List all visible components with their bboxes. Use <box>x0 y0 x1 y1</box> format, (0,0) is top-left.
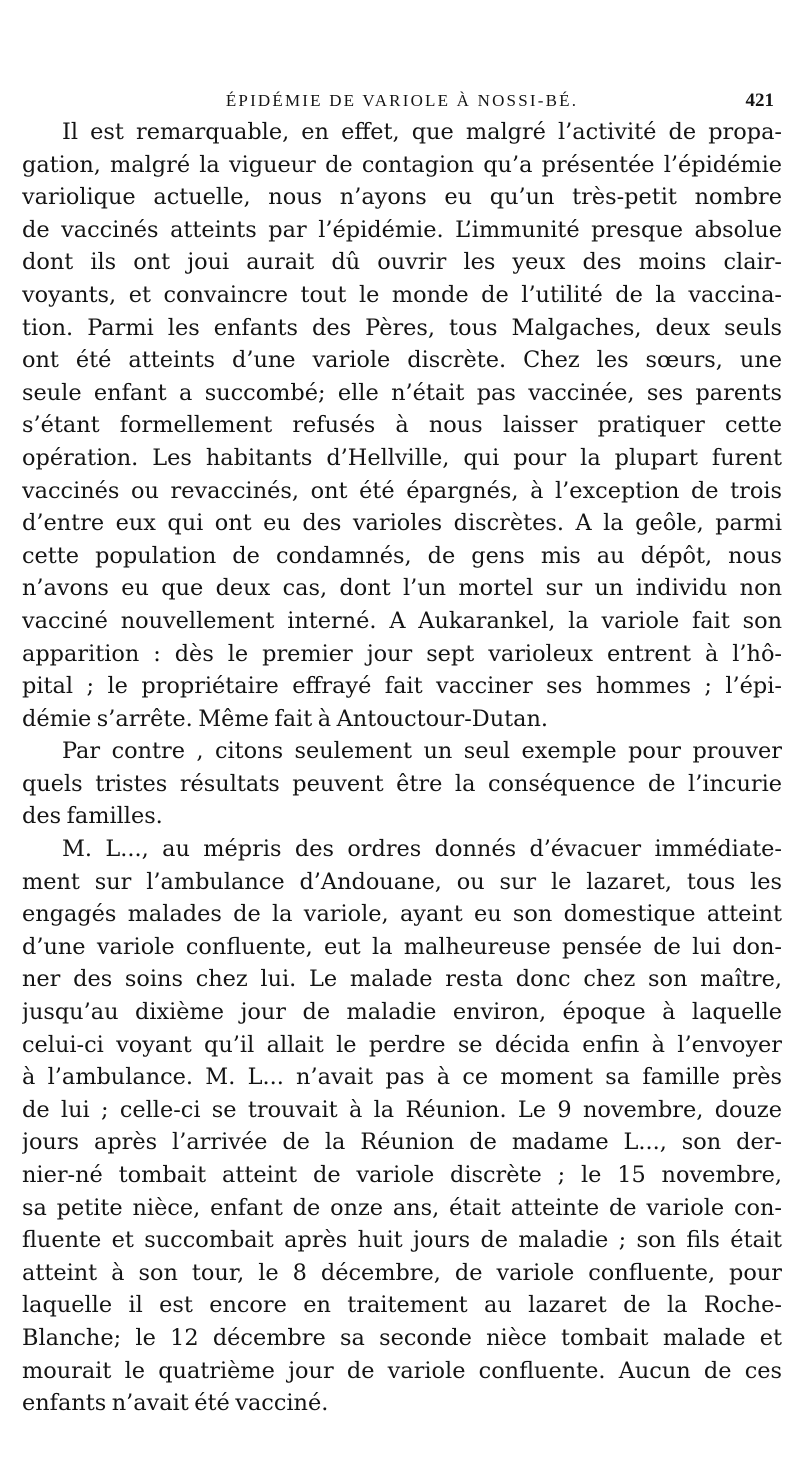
body-text <box>22 116 782 1420</box>
paragraph-1-line: tion. Parmi les enfants des Pères, tous Malgaches, deux seuls <box>22 314 782 341</box>
paragraph-3-line: fluente et succombait après huit jours de maladie ; son fils était <box>22 1227 782 1254</box>
paragraph-3-line: de lui ; celle-ci se trouvait à la Réunion. Le 9 novembre, douze <box>22 1096 782 1123</box>
paragraph-3-line: nier-né tombait atteint de variole discrète ; le 15 novembre, <box>22 1162 782 1188</box>
paragraph-1-line: vaccinés ou revaccinés, ont été épargnés, à l’exception de trois <box>22 477 782 504</box>
paragraph-1-line: d’entre eux qui ont eu des varioles discrètes. A la geôle, parmi <box>22 510 782 537</box>
paragraph-3-line: d’une variole confluente, eut la malheureuse pensée de lui don- <box>22 933 782 960</box>
paragraph-3-line: mourait le quatrième jour de variole confluente. Aucun de ces <box>22 1357 782 1384</box>
paragraph-2-line: Par contre , citons seulement un seul exemple pour prouver <box>62 738 782 765</box>
paragraph-2-line: des familles. <box>22 803 163 830</box>
paragraph-1-line: vacciné nouvellement interné. A Aukarankel, la variole fait son <box>22 607 782 634</box>
paragraph-1-line: gation, malgré la vigueur de contagion qu’a présentée l’épidémie <box>22 151 782 178</box>
paragraph-1-line: ont été atteints d’une variole discrète. Chez les sœurs, une <box>22 347 782 374</box>
paragraph-1-line: variolique actuelle, nous n’ayons eu qu’un très-petit nombre <box>22 184 782 211</box>
paragraph-1-line: cette population de condamnés, de gens mis au dépôt, nous <box>22 542 782 569</box>
paragraph-3-line: jusqu’au dixième jour de maladie environ, époque à laquelle <box>22 999 782 1026</box>
paragraph-1-line: voyants, et convaincre tout le monde de l’utilité de la vaccina- <box>22 281 782 308</box>
paragraph-3-line: Blanche; le 12 décembre sa seconde nièce tombait malade et <box>22 1324 782 1351</box>
paragraph-3-line: celui-ci voyant qu’il allait le perdre se décida enfin à l’envoyer <box>22 1031 782 1058</box>
paragraph-3-line: atteint à son tour, le 8 décembre, de variole confluente, pour <box>22 1259 782 1286</box>
paragraph-3-line: ment sur l’ambulance d’Andouane, ou sur le lazaret, tous les <box>22 868 782 895</box>
paragraph-3-line: à l’ambulance. M. L... n’avait pas à ce moment sa famille près <box>22 1064 782 1091</box>
running-title: ÉPIDÉMIE DE VARIOLE À NOSSI-BÉ. <box>225 91 579 110</box>
paragraph-3-line: M. L..., au mépris des ordres donnés d’évacuer immédiate- <box>62 836 782 863</box>
page-number: 421 <box>745 90 774 111</box>
paragraph-3-line: sa petite nièce, enfant de onze ans, était atteinte de variole con- <box>22 1194 782 1221</box>
paragraph-3-line: enfants n’avait été vacciné. <box>22 1390 329 1417</box>
paragraph-1-line: dont ils ont joui aurait dû ouvrir les yeux des moins clair- <box>22 249 782 276</box>
paragraph-3-line: jours après l’arrivée de la Réunion de madame L..., son der- <box>22 1129 782 1156</box>
paragraph-1-line: n’avons eu que deux cas, dont l’un mortel sur un individu non <box>22 575 782 602</box>
paragraph-1-line: opération. Les habitants d’Hellville, qui pour la plupart furent <box>22 444 782 471</box>
paragraph-1-line: seule enfant a succombé; elle n’était pas vaccinée, ses parents <box>22 379 782 406</box>
paragraph-1-line: s’étant formellement refusés à nous laisser pratiquer cette <box>22 412 782 439</box>
paragraph-3-line: laquelle il est encore en traitement au lazaret de la Roche- <box>22 1292 782 1319</box>
paragraph-1-line: apparition : dès le premier jour sept varioleux entrent à l’hô- <box>22 640 782 667</box>
paragraph-1-line: de vaccinés atteints par l’épidémie. L’immunité presque absolue <box>22 216 782 243</box>
paragraph-1-line: démie s’arrête. Même fait à Antouctour-Dutan. <box>22 705 549 732</box>
paragraph-3-line: ner des soins chez lui. Le malade resta donc chez son maître, <box>22 966 782 993</box>
paragraph-3-line: engagés malades de la variole, ayant eu son domestique atteint <box>22 901 782 928</box>
paragraph-1-line: pital ; le propriétaire effrayé fait vacciner ses hommes ; l’épi- <box>22 673 782 700</box>
paragraph-1-line: Il est remarquable, en effet, que malgré l’activité de propa- <box>62 119 782 145</box>
paragraph-2-line: quels tristes résultats peuvent être la conséquence de l’incurie <box>22 770 782 797</box>
running-head <box>22 88 782 114</box>
